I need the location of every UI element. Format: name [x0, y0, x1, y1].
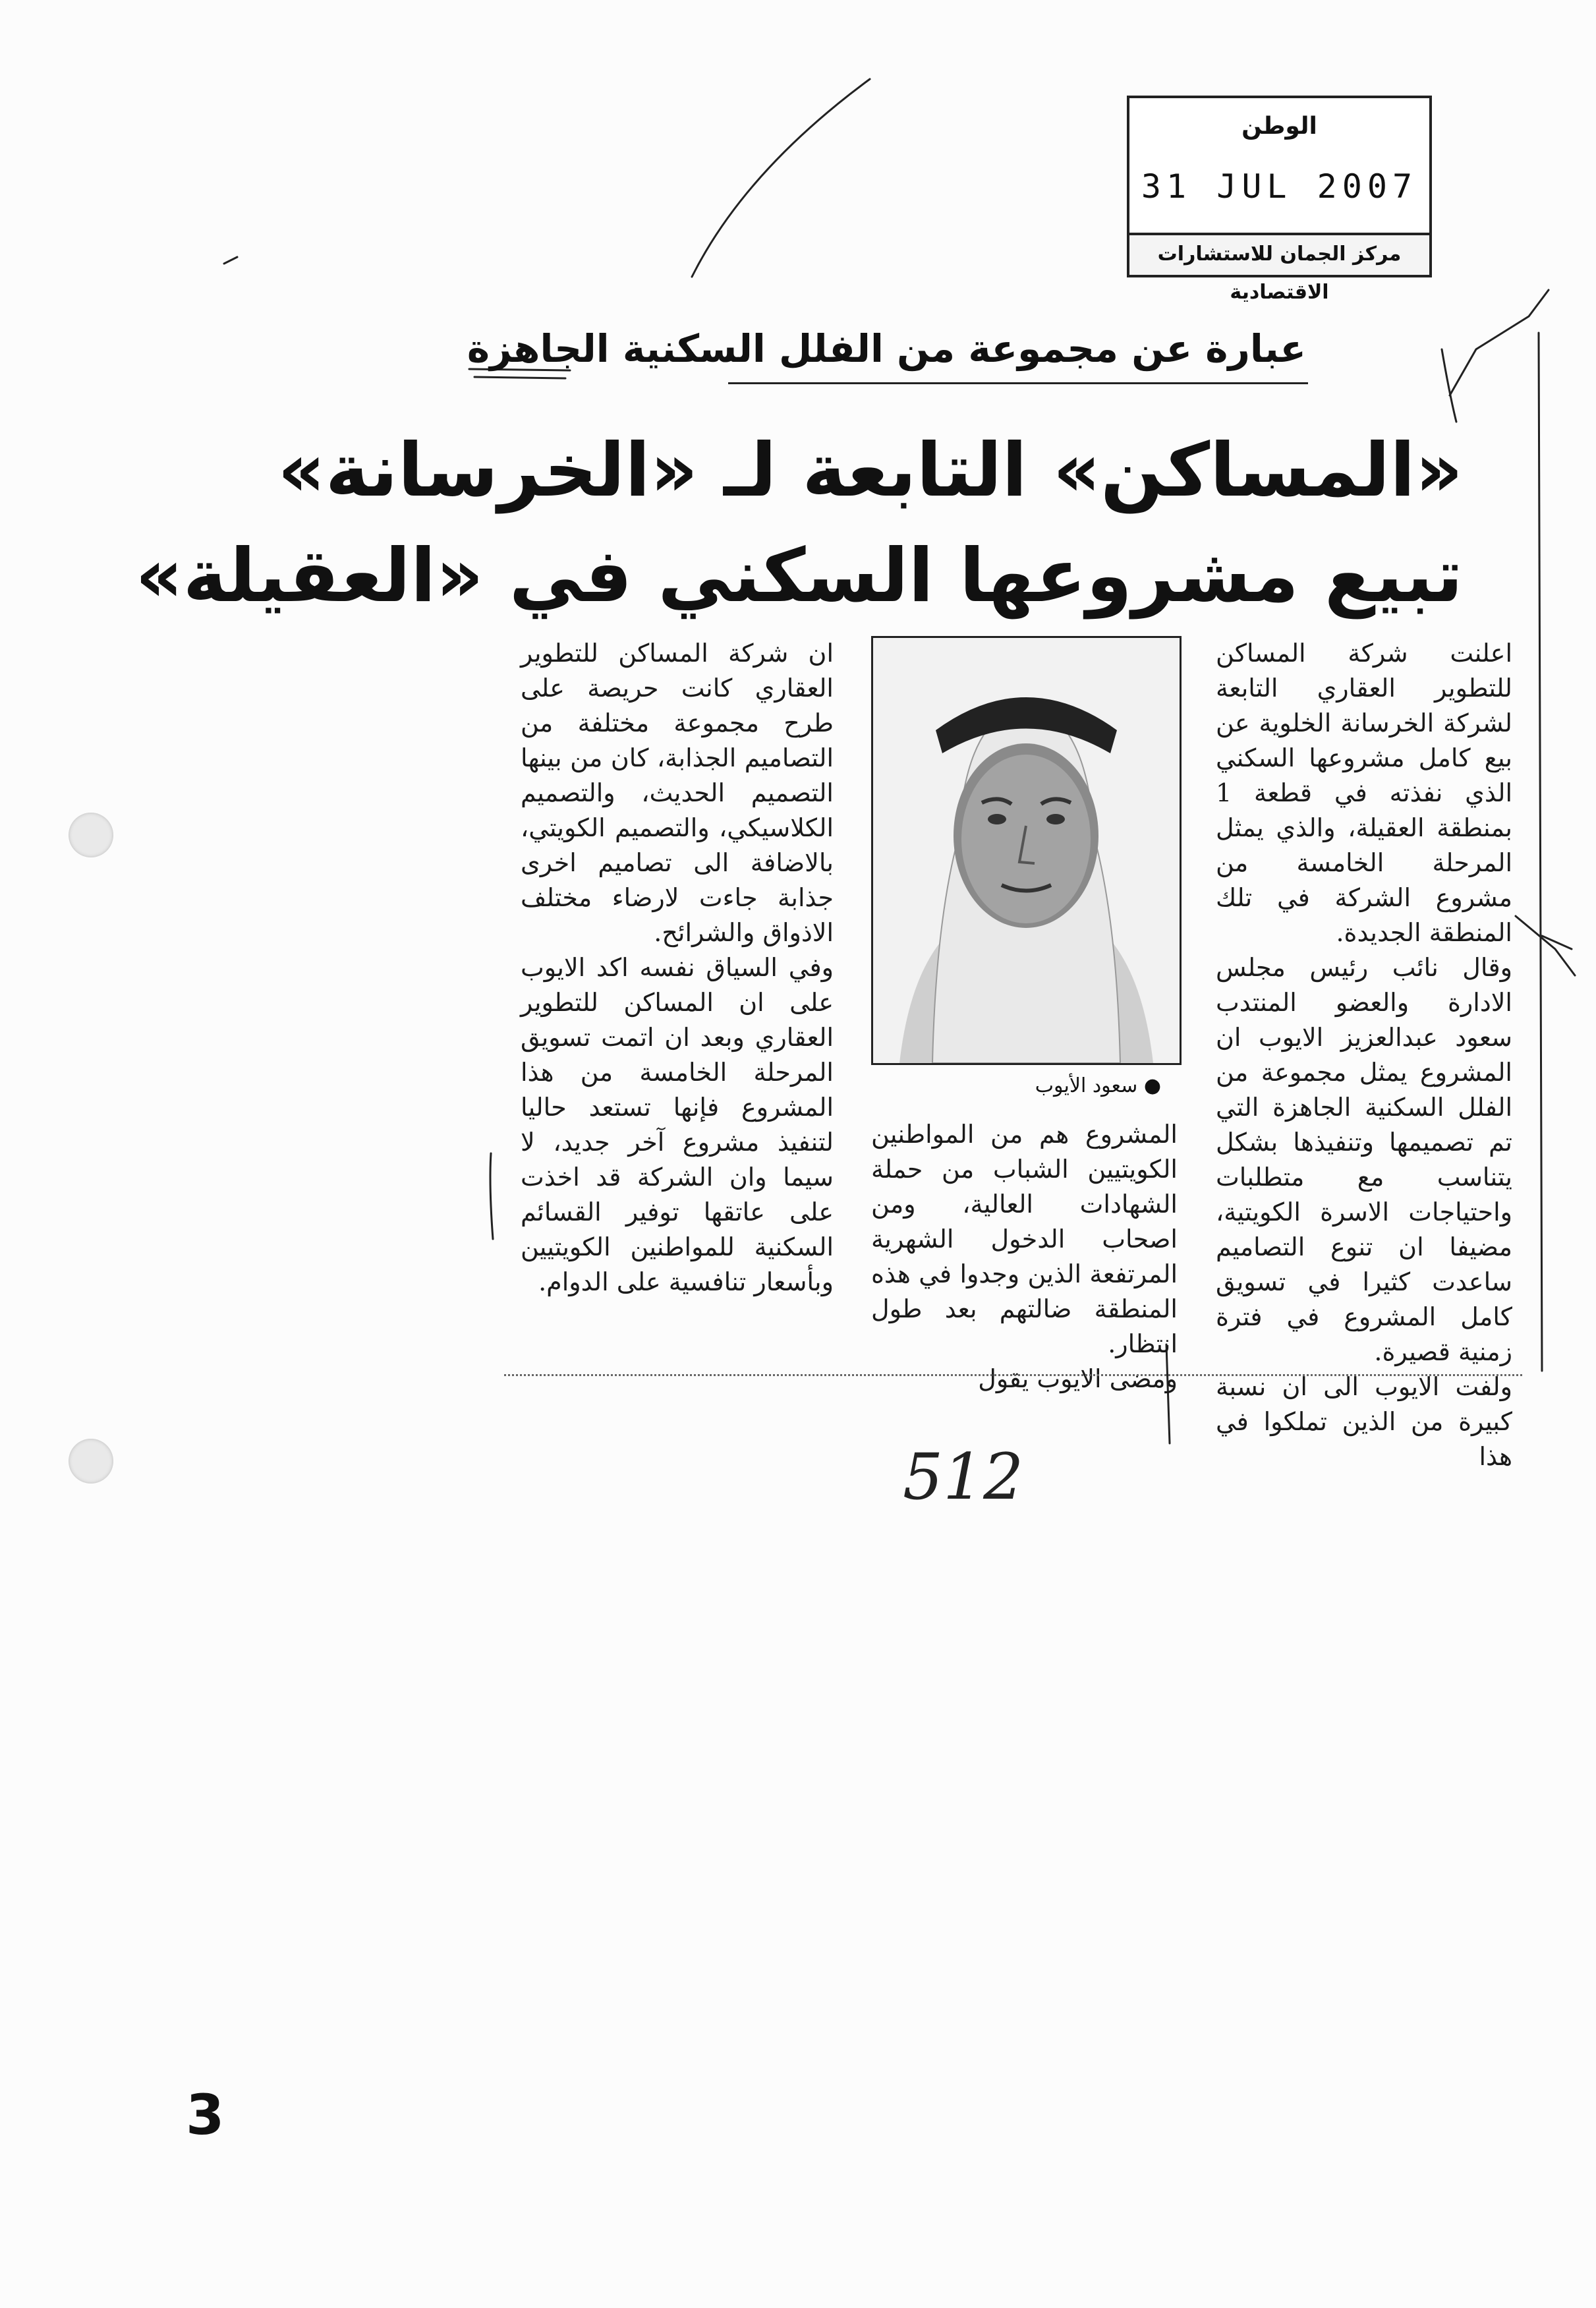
stamp-date: 31 JUL 2007: [1141, 167, 1418, 206]
archive-stamp: [1127, 96, 1432, 304]
stamp-newspaper-name: الوطن: [1241, 113, 1317, 140]
column-1-paragraph-2: وقال نائب رئيس مجلس الادارة والعضو المنتدب سعود عبدالعزيز الايوب ان المشروع يمثل مجموعة من الفلل السكنية الجاهزة التي تم تصميمها وتنفيذها بشكل يتناسب مع متطلبات واحتياجات الاسرة الكويتية، مضيفا ان تنوع التصاميم ساعدت كثيرا في تسويق كامل المشروع في فترة زمنية قصيرة.: [1216, 953, 1512, 1366]
kicker-underline: [728, 382, 1308, 384]
column-3-paragraph-2: وفي السياق نفسه اكد الايوب على ان المساكن للتطوير العقاري وبعد ان اتمت تسويق المرحلة الخامسة من هذا المشروع فإنها تستعد حاليا لتنفيذ مشروع آخر جديد، لا سيما وان الشركة قد اخذت على عاتقها توفير القسائم السكنية للمواطنين الكويتيين وبأسعار تنافسية على الدوام.: [521, 953, 834, 1296]
article-kicker: عبارة عن مجموعة من الفلل السكنية الجاهزة: [467, 326, 1306, 371]
column-2-paragraph-2: ومضى الايوب يقول: [978, 1364, 1178, 1393]
article-headline-line2: تبيع مشروعها السكني في «العقيلة»: [135, 533, 1463, 619]
clipping-bottom-rule: [504, 1374, 1522, 1376]
article-headline-line1: «المساكن» التابعة لـ «الخرسانة»: [277, 428, 1463, 513]
column-1-paragraph-3: ولفت الايوب الى ان نسبة كبيرة من الذين تملكوا في هذا: [1216, 1372, 1512, 1471]
portrait-illustration: [873, 638, 1180, 1063]
handwritten-number: 512: [903, 1440, 1024, 1514]
article-column-2: [871, 1117, 1178, 1397]
page-number: 3: [186, 2083, 225, 2147]
column-3-paragraph-1: ان شركة المساكن للتطوير العقاري كانت حريصة على طرح مجموعة مختلفة من التصاميم الجذابة، كان من بينها التصميم الحديث، والتصميم الكلاسيكي، والتصميم الكويتي، بالاضافة الى تصاميم اخرى جذابة جاءت لارضاء مختلف الاذواق والشرائح.: [521, 639, 834, 947]
column-2-paragraph-1: المشروع هم من المواطنين الكويتيين الشباب من حملة الشهادات العالية، ومن اصحاب الدخول الشهرية المرتفعة الذين وجدوا في هذه المنطقة ضالتهم بعد طول انتظار.: [871, 1120, 1178, 1358]
article-column-3: [521, 636, 834, 1300]
stamp-center-name: مركز الجمان للاستشارات الاقتصادية: [1129, 233, 1429, 275]
article-column-1: [1216, 636, 1512, 1474]
portrait-photo: [871, 636, 1182, 1065]
photo-caption: ● سعود الأيوب: [1035, 1074, 1161, 1097]
column-1-paragraph-1: اعلنت شركة المساكن للتطوير العقاري التابعة لشركة الخرسانة الخلوية عن بيع كامل مشروعها السكني الذي نفذته في قطعة 1 بمنطقة العقيلة، والذي يمثل المرحلة الخامسة من مشروع الشركة في تلك المنطقة الجديدة.: [1216, 639, 1512, 947]
